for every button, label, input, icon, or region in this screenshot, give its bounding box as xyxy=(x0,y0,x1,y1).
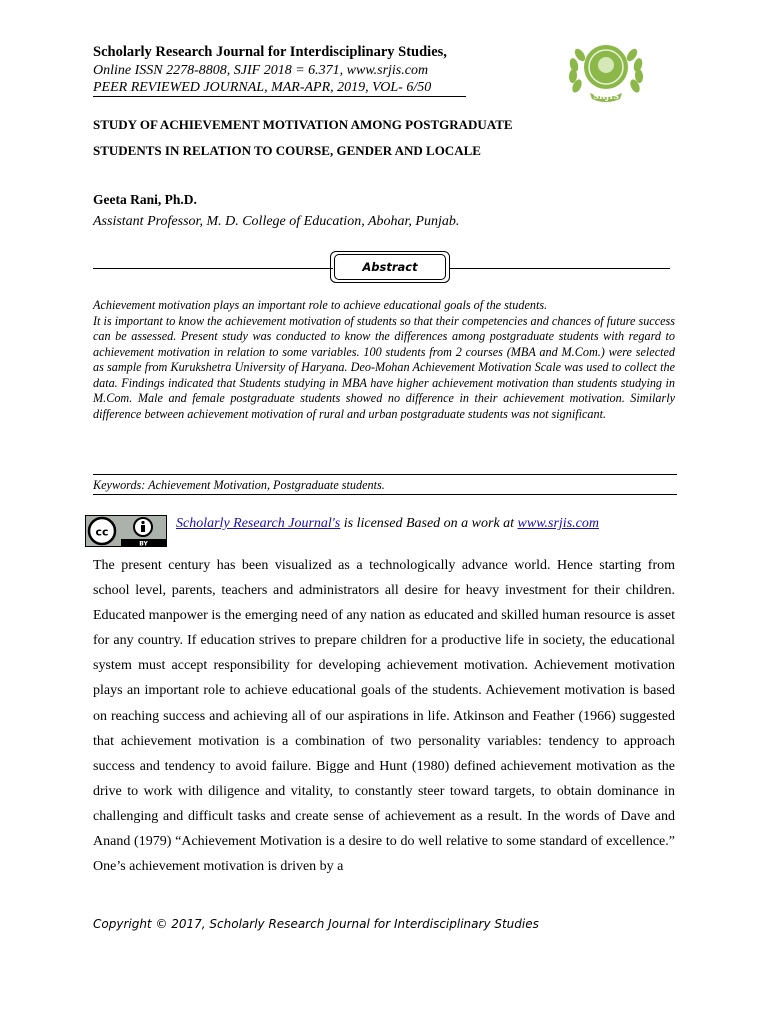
copyright-footer: Copyright © 2017, Scholarly Research Journal for Interdisciplinary Studies xyxy=(93,917,539,931)
body-text xyxy=(93,553,675,879)
abstract-body: It is important to know the achievement motivation of students so that their competencies and chances of future success can be assessed. Present study was conducted to know the differences among postgraduate students with regard to achievement motivation in relation to some variables. 100 students from 2 courses (MBA and M.Com.) were selected as sample from Kurukshetra University of Haryana. Deo-Mohan Achievement Motivation Scale was used to collect the data. Findings indicated that Students studying in MBA have higher achievement motivation than students studying in M.Com. Male and female postgraduate students showed no difference in their achievement motivation. Similarly difference between achievement motivation of rural and urban postgraduate students was not significant. xyxy=(93,313,675,421)
keywords-bottom-rule xyxy=(93,494,677,495)
abstract-divider-left xyxy=(93,268,333,269)
paper-title-line-2: STUDENTS IN RELATION TO COURSE, GENDER AND LOCALE xyxy=(93,143,481,158)
body-paragraph: The present century has been visualized as a technologically advance world. Hence starting from school level, parents, teachers and administrators all desire for heavy investment for their children. Educated manpower is the emerging need of any nation as educated and skilled human resource is asset for any country. If education strives to prepare children for a productive life in society, the educational system must accept responsibility for developing achievement motivation. Achievement motivation plays an important role to achieve educational goals of the students. Achievement motivation is based on reaching success and achieving all of our aspirations in life. Atkinson and Feather (1966) suggested that achievement motivation is a combination of two personality variables: tendency to approach success and tendency to avoid failure. Bigge and Hunt (1980) defined achievement motivation as the drive to work with diligence and vitality, to constantly steer toward targets, to obtain dominance in challenging and difficult tasks and create sense of achievement as a result. In the words of Dave and Anand (1979) “Achievement Motivation is a desire to do well relative to some standard of excellence.” One’s achievement motivation is driven by a xyxy=(93,558,675,875)
srjis-site-link[interactable]: www.srjis.com xyxy=(517,516,599,531)
paper-title-line-1: STUDY OF ACHIEVEMENT MOTIVATION AMONG POSTGRADUATE xyxy=(93,117,513,132)
abstract-first-sentence: Achievement motivation plays an important role to achieve educational goals of the students. xyxy=(93,298,548,312)
svg-text:cc: cc xyxy=(95,525,109,539)
license-statement xyxy=(176,516,599,532)
creative-commons-by-icon xyxy=(85,515,167,547)
journal-issn-line: Online ISSN 2278-8808, SJIF 2018 = 6.371, www.srjis.com xyxy=(93,63,429,78)
license-middle-text: is licensed Based on a work at xyxy=(340,516,518,531)
abstract-label: Abstract xyxy=(334,254,446,280)
keywords-top-rule xyxy=(93,474,677,475)
journal-license-link[interactable]: Scholarly Research Journal's xyxy=(176,516,341,531)
paper-title xyxy=(93,112,683,164)
header-underline xyxy=(93,96,466,97)
logo-text: SRJIS xyxy=(593,91,619,101)
abstract-text xyxy=(93,298,675,422)
keywords: Keywords: Achievement Motivation, Postgraduate students. xyxy=(93,478,385,492)
srjis-logo-icon xyxy=(560,35,652,107)
abstract-divider-right xyxy=(450,268,670,269)
cc-by-label: BY xyxy=(139,540,148,547)
author-affiliation: Assistant Professor, M. D. College of Education, Abohar, Punjab. xyxy=(93,214,460,229)
journal-name: Scholarly Research Journal for Interdisciplinary Studies, xyxy=(93,44,447,60)
journal-peer-review-line: PEER REVIEWED JOURNAL, MAR-APR, 2019, VOL- 6/50 xyxy=(93,80,432,95)
author-name: Geeta Rani, Ph.D. xyxy=(93,192,197,207)
